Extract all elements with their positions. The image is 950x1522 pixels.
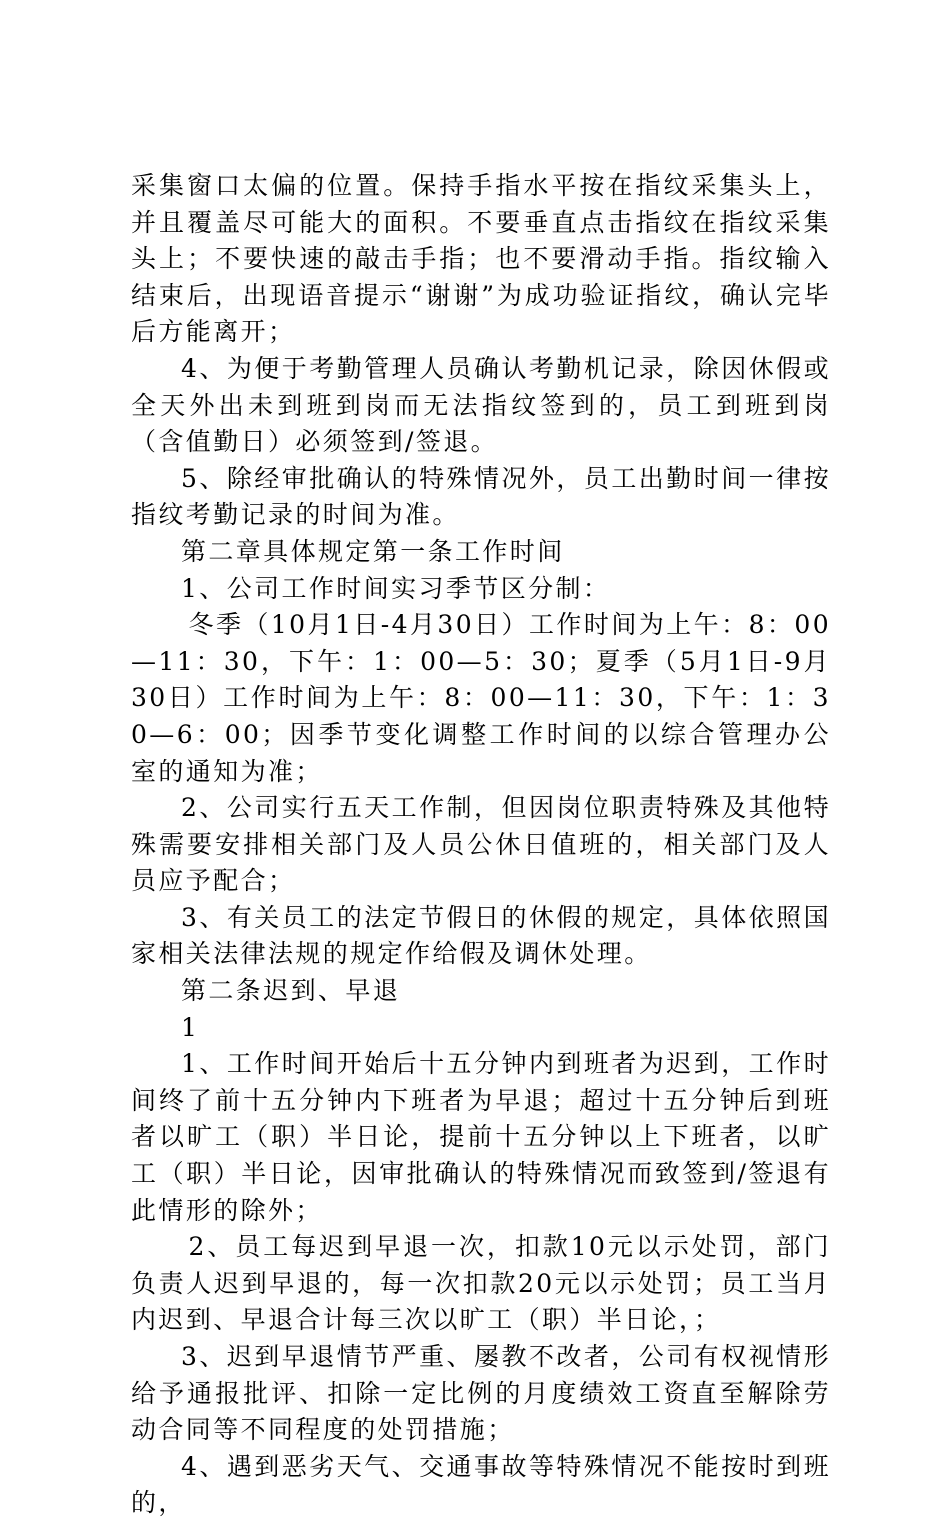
- paragraph-holidays: 3、有关员工的法定节假日的休假的规定，具体依照国家相关法律法规的规定作给假及调休处理。: [131, 902, 831, 969]
- chapter-heading: 第二章具体规定第一条工作时间: [181, 536, 565, 566]
- paragraph-five-day-week: 2、公司实行五天工作制，但因岗位职责特殊及其他特殊需要安排相关部门及人员公休日值班的，相关部门及人员应予配合；: [131, 793, 831, 896]
- paragraph-number: 1: [181, 1012, 200, 1042]
- paragraph-work-hours-system: 1、公司工作时间实习季节区分制：: [181, 573, 611, 603]
- paragraph-late-definition: 1、工作时间开始后十五分钟内到班者为迟到，工作时间终了前十五分钟内下班者为早退；超过十五分钟后到班者以旷工（职）半日论，提前十五分钟以上下班者，以旷工（职）半日论，因审批确认的特殊情况而致签到/签退有此情形的除外；: [131, 1049, 831, 1225]
- paragraph-late-penalty: 2、员工每迟到早退一次，扣款10元以示处罚，部门负责人迟到早退的，每一次扣款20元以示处罚；员工当月内迟到、早退合计每三次以旷工（职）半日论，；: [131, 1232, 831, 1335]
- paragraph-serious-cases: 3、迟到早退情节严重、屡教不改者，公司有权视情形给予通报批评、扣除一定比例的月度绩效工资直至解除劳动合同等不同程度的处罚措施；: [131, 1342, 831, 1445]
- paragraph-seasonal-hours: 冬季（10月1日-4月30日）工作时间为上午：8：00—11：30，下午：1：00—5：30；夏季（5月1日-9月30日）工作时间为上午：8：00—11：30，下午：1：30—6：00；因季节变化调整工作时间的以综合管理办公室的通知为准；: [131, 610, 831, 786]
- document-body: [131, 168, 831, 1522]
- paragraph-item-5-attendance-record: 5、除经审批确认的特殊情况外，员工出勤时间一律按指纹考勤记录的时间为准。: [131, 463, 831, 530]
- paragraph-fingerprint-instructions: 采集窗口太偏的位置。保持手指水平按在指纹采集头上，并且覆盖尽可能大的面积。不要垂直点击指纹在指纹采集头上；不要快速的敲击手指；也不要滑动手指。指纹输入结束后，出现语音提示“谢谢”为成功验证指纹，确认完毕后方能离开；: [131, 171, 831, 347]
- paragraph-special-circumstances: 4、遇到恶劣天气、交通事故等特殊情况不能按时到班的，: [131, 1451, 831, 1518]
- paragraph-item-4-sign-in: 4、为便于考勤管理人员确认考勤机记录，除因休假或全天外出未到班到岗而无法指纹签到的，员工到班到岗（含值勤日）必须签到/签退。: [131, 353, 831, 457]
- section-heading-late-early: 第二条迟到、早退: [181, 976, 401, 1006]
